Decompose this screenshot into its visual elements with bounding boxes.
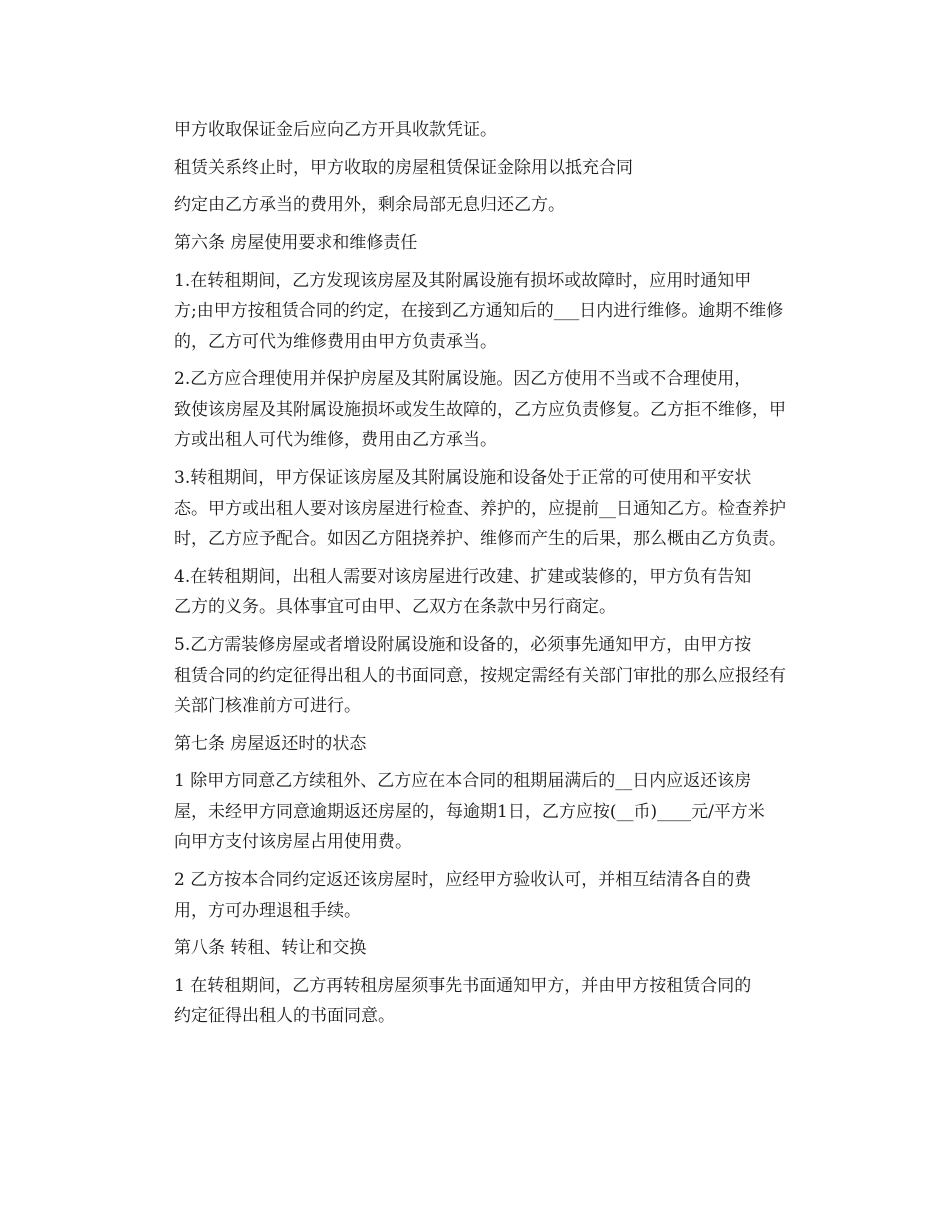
text-line: 租赁合同的约定征得出租人的书面同意，按规定需经有关部门审批的那么应报经有: [174, 665, 786, 686]
clause-7-1: [140, 766, 812, 858]
clause-7-2: [140, 865, 812, 926]
text-line: 致使该房屋及其附属设施损坏或发生故障的，乙方应负责修复。乙方拒不维修，甲: [174, 399, 786, 420]
text-line: 关部门核准前方可进行。: [174, 696, 361, 716]
text-line: 时，乙方应予配合。如因乙方阻挠养护、维修而产生的后果，那么概由乙方负责。: [174, 529, 786, 550]
text-line: 3.转租期间，甲方保证该房屋及其附属设施和设备处于正常的可使用和平安状: [174, 468, 752, 489]
text-line: 1.在转租期间，乙方发现该房屋及其附属设施有损坏或故障时，应用时通知甲: [174, 270, 752, 291]
paragraph-deposit-refund: [140, 190, 812, 221]
text-line: 约定由乙方承当的费用外，剩余局部无息归还乙方。: [174, 195, 565, 216]
clause-6-2: [140, 364, 812, 456]
clause-8-1: [140, 971, 812, 1032]
clause-6-5: [140, 630, 812, 722]
text-line: 用，方可办理退租手续。: [174, 900, 361, 921]
text-line: 乙方的义务。具体事宜可由甲、乙双方在条款中另行商定。: [174, 597, 616, 618]
heading-text: 第八条 转租、转让和交换: [174, 938, 367, 959]
text-line: 1 在转租期间，乙方再转租房屋须事先书面通知甲方，并由甲方按租赁合同的: [174, 975, 752, 996]
paragraph-deposit-termination: [140, 153, 812, 184]
text-line: 方或出租人可代为维修，费用由乙方承当。: [174, 430, 497, 451]
text-line: 5.乙方需装修房屋或者增设附属设施和设备的，必须事先通知甲方，由甲方按: [174, 635, 752, 655]
text-line: 1 除甲方同意乙方续租外、乙方应在本合同的租期届满后的__日内应返还该房: [174, 771, 752, 792]
document-body: [140, 115, 812, 1039]
text-line: 4.在转租期间，出租人需要对该房屋进行改建、扩建或装修的，甲方负有告知: [174, 566, 752, 587]
text-line: 向甲方支付该房屋占用使用费。: [174, 832, 412, 853]
text-line: 甲方收取保证金后应向乙方开具收款凭证。: [174, 120, 497, 140]
heading-text: 第六条 房屋使用要求和维修责任: [174, 233, 418, 254]
text-line: 的，乙方可代为维修费用由甲方负责承当。: [174, 331, 497, 352]
section-heading-article-7: [140, 729, 812, 760]
heading-text: 第七条 房屋返还时的状态: [174, 733, 367, 754]
text-line: 2 乙方按本合同约定返还该房屋时，应经甲方验收认可，并相互结清各自的费: [174, 870, 752, 891]
paragraph-deposit-receipt: [140, 115, 812, 146]
clause-6-4: [140, 562, 812, 623]
section-heading-article-6: [140, 228, 812, 259]
text-line: 方;由甲方按租赁合同的约定，在接到乙方通知后的___日内进行维修。逾期不维修: [174, 301, 784, 322]
text-line: 租赁关系终止时，甲方收取的房屋租赁保证金除用以抵充合同: [174, 157, 633, 178]
text-line: 态。甲方或出租人要对该房屋进行检查、养护的，应提前__日通知乙方。检查养护: [174, 498, 786, 519]
clause-6-1: [140, 266, 812, 358]
text-line: 屋，未经甲方同意逾期返还房屋的，每逾期1日，乙方应按(__币)____元/平方米: [174, 801, 765, 822]
text-line: 2.乙方应合理使用并保护房屋及其附属设施。因乙方使用不当或不合理使用，: [174, 369, 752, 390]
text-line: 约定征得出租人的书面同意。: [174, 1006, 395, 1027]
clause-6-3: [140, 463, 812, 555]
section-heading-article-8: [140, 933, 812, 964]
